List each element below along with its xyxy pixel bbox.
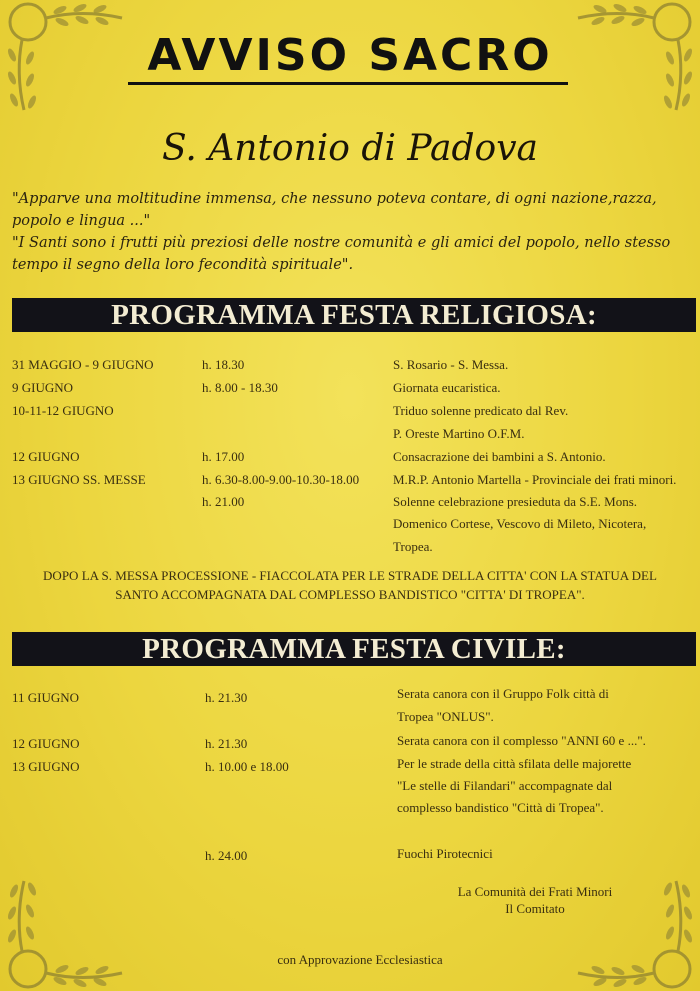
civil-time: h. 21.30 [205,736,248,751]
civil-event: Tropea "ONLUS". [397,709,494,724]
civil-time: h. 21.30 [205,690,248,705]
religious-time: h. 8.00 - 18.30 [202,380,278,395]
religious-event: Domenico Cortese, Vescovo di Mileto, Nicotera, [393,516,647,531]
religious-time: h. 21.00 [202,494,245,509]
religious-event: Solenne celebrazione presieduta da S.E. Mons. [393,494,638,509]
quote-saints: "I Santi sono i frutti più preziosi delle nostre comunità e gli amici del popolo, nello stesso tempo il segno della loro fecondità spirituale". [12,235,671,273]
civil-date: 12 GIUGNO [12,736,80,751]
religious-time: h. 17.00 [202,449,245,464]
religious-event: M.R.P. Antonio Martella - Provinciale dei frati minori. [393,472,677,487]
civil-date: 11 GIUGNO [12,690,80,705]
religious-event: S. Rosario - S. Messa. [393,357,509,372]
religious-event: Giornata eucaristica. [393,380,501,395]
title-underline [128,82,568,85]
religious-event: Triduo solenne predicato dal Rev. [393,403,569,418]
religious-event: Tropea. [393,539,433,554]
religious-date: 13 GIUGNO SS. MESSE [12,472,146,487]
procession-line: SANTO ACCOMPAGNATA DAL COMPLESSO BANDISTICO "CITTA' DI TROPEA". [115,587,585,602]
poster-title: AVVISO SACRO [147,30,553,81]
civil-time: h. 10.00 e 18.00 [205,759,289,774]
signature-friars: La Comunità dei Frati Minori [457,884,613,899]
religious-date: 31 MAGGIO - 9 GIUGNO [12,357,154,372]
religious-event: P. Oreste Martino O.F.M. [393,426,525,441]
religious-time: h. 18.30 [202,357,245,372]
saint-name: S. Antonio di Padova [162,128,538,169]
civil-date: 13 GIUGNO [12,759,80,774]
religious-date: 12 GIUGNO [12,449,80,464]
signature-committee: Il Comitato [505,901,565,916]
civil-event: Fuochi Pirotecnici [397,846,493,861]
procession-notice [10,566,690,604]
religious-date: 9 GIUGNO [12,380,74,395]
civil-program-heading: PROGRAMMA FESTA CIVILE: [12,632,696,666]
civil-event: Serata canora con il complesso "ANNI 60 e ...". [397,733,646,748]
civil-time: h. 24.00 [205,848,248,863]
religious-program-heading: PROGRAMMA FESTA RELIGIOSA: [12,298,696,332]
laurel-ornament-icon [0,871,130,991]
religious-time: h. 6.30-8.00-9.00-10.30-18.00 [202,472,360,487]
civil-event: "Le stelle di Filandari" accompagnate dal [397,778,613,793]
civil-event: Serata canora con il Gruppo Folk città di [397,686,609,701]
civil-event: Per le strade della città sfilata delle majorette [397,756,632,771]
religious-date: 10-11-12 GIUGNO [12,403,114,418]
religious-event: Consacrazione dei bambini a S. Antonio. [393,449,606,464]
ecclesiastical-approval: con Approvazione Ecclesiastica [277,952,443,967]
procession-line: DOPO LA S. MESSA PROCESSIONE - FIACCOLATA PER LE STRADE DELLA CITTA' CON LA STATUA DEL [43,568,657,583]
quote-apocalypse: "Apparve una moltitudine immensa, che nessuno poteva contare, di ogni nazione,razza, popolo e lingua ..." [12,191,657,229]
civil-event: complesso bandistico "Città di Tropea". [397,800,604,815]
